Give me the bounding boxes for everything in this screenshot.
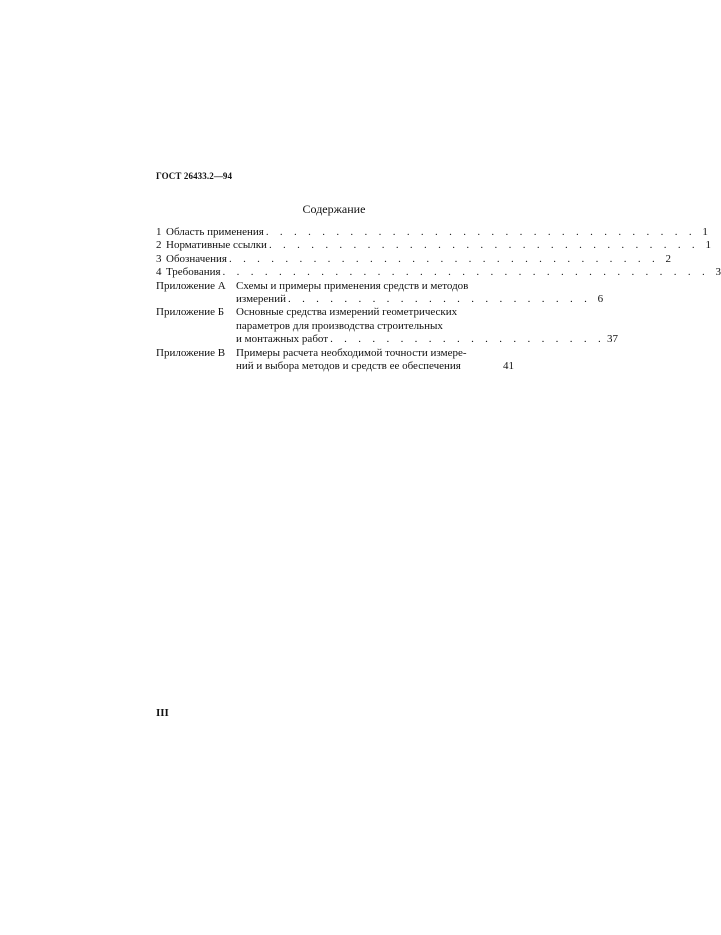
leader-dots: . . . . . . . . . . . . . . . . . . . . . . [287,293,592,306]
toc-entry-label: Нормативные ссылки [166,239,267,252]
toc-entry-page: 41 [503,360,514,373]
toc-entry-number: 4 [156,266,162,279]
toc-entry-appendix-a[interactable] [156,279,604,307]
appendix-prefix: Приложение А [156,279,226,292]
appendix-title-line: Примеры расчета необходимой точности измере- [236,346,467,359]
toc-title: Содержание [302,202,366,216]
document-code: ГОСТ 26433.2—94 [156,171,233,181]
toc-entry-appendix-b[interactable] [156,306,619,346]
leader-dots: . . . . . . . . . . . . . . . . . . . . . . . . . . . . . . . [265,226,696,238]
table-of-contents [156,226,721,373]
appendix-prefix: Приложение В [156,346,226,359]
toc-entry-references[interactable] [156,239,711,252]
appendix-title-line: ний и выбора методов и средств ее обеспечения [236,360,461,373]
appendix-title-line: измерений [236,293,286,306]
appendix-title-line: и монтажных работ [236,333,329,346]
appendix-prefix: Приложение Б [156,306,225,319]
toc-entry-label: Требования [166,266,221,279]
toc-entry-appendix-v[interactable] [156,347,514,374]
leader-dots: . . . . . . . . . . . . . . . . . . . . . . . . . . . . . . . . . . . [222,266,709,279]
toc-entry-notation[interactable] [156,252,672,266]
toc-entry-number: 3 [156,252,162,265]
toc-entry-requirements[interactable] [156,266,721,279]
leader-dots: . . . . . . . . . . . . . . . . . . . . . . . . . . . . . . . [228,252,660,265]
appendix-title-line: Схемы и примеры применения средств и методов [236,279,469,292]
toc-entry-label: Область применения [166,226,264,238]
toc-entry-number: 1 [156,226,162,238]
page-number: III [156,707,169,719]
toc-entry-page: 1 [702,226,708,238]
toc-entry-page: 3 [715,266,721,279]
leader-dots: . . . . . . . . . . . . . . . . . . . . . . . . . . . . . . . [268,239,699,252]
toc-entry-scope[interactable] [156,226,708,239]
appendix-title-line: Основные средства измерений геометрических [236,306,458,319]
leader-dots: . . . . . . . . . . . . . . . . . . . . [330,333,606,346]
toc-entry-page: 2 [665,252,672,265]
toc-entry-page: 6 [597,293,604,306]
toc-entry-label: Обозначения [166,252,227,265]
toc-entry-page: 37 [607,333,619,346]
toc-entry-page: 1 [705,239,711,252]
toc-entry-number: 2 [156,239,162,252]
appendix-title-line: параметров для производства строительных [236,319,443,332]
